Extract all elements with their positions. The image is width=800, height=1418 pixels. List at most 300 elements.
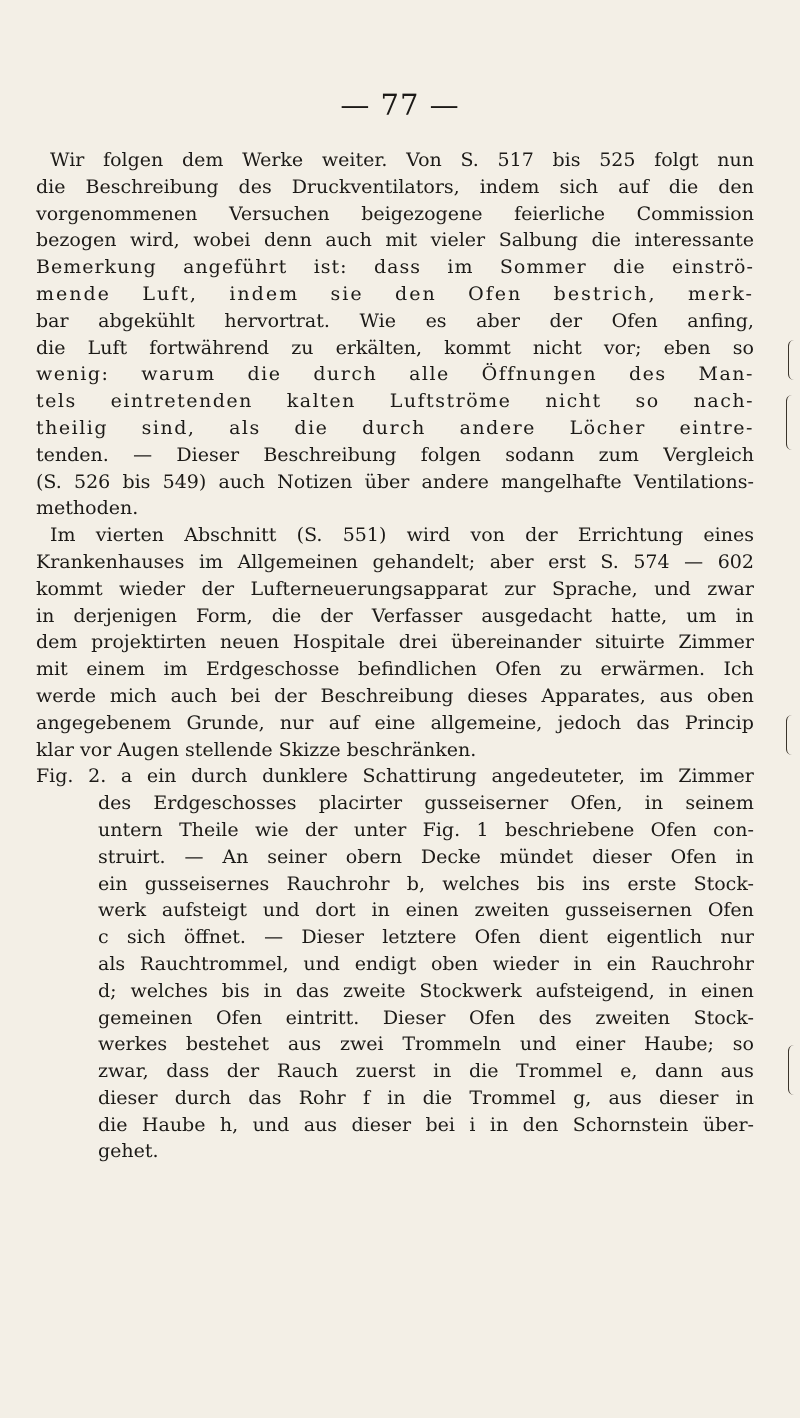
word: ist: [313, 256, 348, 279]
word: hervortrat. [224, 309, 330, 332]
word: mit [36, 658, 68, 681]
word: erste [627, 872, 677, 895]
word: untern [98, 818, 163, 841]
word: der [201, 577, 235, 600]
word: fortwährend [149, 336, 270, 359]
margin-mark [786, 395, 793, 450]
word: e, [620, 1060, 638, 1083]
word: gehandelt; [372, 550, 476, 573]
word: a [120, 765, 133, 788]
word: nur [720, 926, 754, 949]
word: und [519, 1033, 557, 1056]
word: werk [98, 899, 147, 922]
word: in [489, 1113, 509, 1136]
word: angegebenem [36, 711, 172, 734]
body-text [36, 147, 754, 1165]
word: die [271, 604, 302, 627]
word: Luft, [142, 282, 198, 305]
word: ein [98, 872, 128, 895]
word: warum [141, 363, 216, 386]
text-line [36, 469, 754, 496]
word: gusseiserner [424, 792, 549, 815]
word: Dieser [382, 1006, 446, 1029]
word: einströ- [672, 256, 754, 279]
word: einen [405, 899, 459, 922]
word: zwar [707, 577, 754, 600]
word: Sommer [499, 256, 587, 279]
text-line [36, 683, 754, 710]
word: dient [538, 926, 589, 949]
word: Stock- [693, 1006, 754, 1029]
word: der [226, 1060, 260, 1083]
word: bei [230, 684, 261, 707]
margin-mark [788, 1045, 795, 1095]
word: b, [406, 872, 425, 895]
word: Vergleich [663, 443, 754, 466]
word: über [364, 470, 410, 493]
word: wie [255, 818, 289, 841]
word: im [198, 550, 224, 573]
text-line [36, 710, 754, 737]
word: in [36, 604, 55, 627]
word: zur [504, 577, 536, 600]
text-line [36, 1085, 754, 1112]
word: Decke [420, 845, 481, 868]
word: Trommel [516, 1060, 603, 1083]
margin-mark [788, 340, 795, 380]
word: des [628, 363, 667, 386]
word: Abschnitt [184, 524, 277, 547]
word: Luftströme [389, 390, 512, 413]
word: erwärmen. [600, 658, 706, 681]
text-line [36, 790, 754, 817]
word: aus [287, 1033, 322, 1056]
word: aufsteigend, [535, 979, 655, 1002]
word: Dieser [301, 926, 364, 949]
word: gusseisernen [564, 899, 692, 922]
word: als [98, 952, 126, 975]
word: wird, [130, 229, 180, 252]
word: einem [86, 658, 146, 681]
word: durch [313, 363, 378, 386]
word: durch [191, 765, 248, 788]
word: die [98, 1113, 128, 1136]
word: neuen [219, 631, 280, 654]
word: Öffnungen [481, 363, 598, 386]
word: vorgenommenen [36, 202, 198, 225]
word: und [654, 577, 691, 600]
word: Erdgeschosses [153, 792, 297, 815]
word: zuerst [355, 1060, 416, 1083]
word: ausgedacht [481, 604, 593, 627]
text-line [36, 335, 754, 362]
word: wird [406, 524, 451, 547]
word: über- [702, 1113, 754, 1136]
word: einen [700, 979, 754, 1002]
word: sind, [141, 416, 196, 439]
word: Im [50, 524, 76, 547]
word: interessante [634, 229, 754, 252]
text-line [36, 388, 754, 415]
word: welches [442, 872, 520, 895]
word: angeführt [183, 256, 288, 279]
word: in [263, 979, 282, 1002]
word: 1 [476, 818, 489, 841]
word: — [264, 926, 284, 949]
word: eine [374, 711, 416, 734]
word: nicht [545, 390, 602, 413]
text-line [36, 1031, 754, 1058]
word: Grunde, [186, 711, 265, 734]
word: (S. [36, 470, 62, 493]
word: vor; [603, 336, 642, 359]
word: wobei [193, 229, 251, 252]
word: Erdgeschosse [206, 658, 340, 681]
word: Trommeln [402, 1033, 502, 1056]
word: Ofen [474, 926, 521, 949]
word: auf [328, 711, 360, 734]
word: Beschreibung [320, 684, 454, 707]
word: 602 [717, 550, 754, 573]
word: die [613, 256, 646, 279]
word: von [470, 524, 505, 547]
word: gusseisernes [144, 872, 270, 895]
text-line [36, 603, 754, 630]
word: obern [345, 845, 402, 868]
word: Sprache, [551, 577, 638, 600]
text-line [36, 951, 754, 978]
word: welches [130, 979, 208, 1002]
word: der [274, 684, 307, 707]
word: eintre- [679, 416, 754, 439]
word: Schornstein [572, 1113, 689, 1136]
word: in [387, 1086, 406, 1109]
word: Trommel [469, 1086, 556, 1109]
word: das [295, 979, 330, 1002]
word: so [732, 1033, 754, 1056]
word: Rauchrohr [650, 952, 754, 975]
text-line [36, 361, 754, 388]
text-line [36, 254, 754, 281]
word: projektirten [91, 631, 207, 654]
word: Man- [698, 363, 754, 386]
word: mich [109, 684, 157, 707]
text-line [36, 147, 754, 174]
word: mündet [499, 845, 574, 868]
word: situirte [594, 631, 665, 654]
word: bis [536, 872, 565, 895]
word: die [591, 229, 621, 252]
word: Apparates, [541, 684, 646, 707]
word: kalten [286, 390, 356, 413]
word: dunklere [262, 765, 348, 788]
word: Druckventilators, [291, 175, 460, 198]
word: Ofen [495, 658, 542, 681]
word: eintritt. [285, 1006, 360, 1029]
word: endigt [354, 952, 417, 975]
word: dem [181, 149, 224, 171]
word: eintretenden [110, 390, 253, 413]
word: Von [406, 149, 442, 171]
word: con- [713, 818, 754, 841]
word: jedoch [557, 711, 622, 734]
word: den [522, 1113, 559, 1136]
word: Lufterneuerungsapparat [250, 577, 488, 600]
text-line [36, 415, 754, 442]
word: Werke [242, 149, 304, 171]
word: des [98, 792, 132, 815]
text-line [36, 227, 754, 254]
word: feierliche [514, 202, 606, 225]
word: zum [598, 443, 639, 466]
word: 526 [73, 470, 111, 493]
word: der [304, 818, 338, 841]
word: bar [36, 309, 69, 332]
word: als [229, 416, 261, 439]
word: zweiten [595, 1006, 671, 1029]
word: bestehet [185, 1033, 270, 1056]
word: Rauch [276, 1060, 339, 1083]
word: werkes [98, 1033, 168, 1056]
word: durch [174, 1086, 232, 1109]
word: Haube [141, 1113, 206, 1136]
word: (S. [296, 524, 323, 547]
word: andere [459, 416, 536, 439]
text-line [36, 871, 754, 898]
word: zweite [343, 979, 406, 1002]
word: dass [166, 1060, 210, 1083]
word: oben [706, 684, 754, 707]
word: struirt. [98, 845, 166, 868]
word: Commission [636, 202, 754, 225]
word: Ofen [611, 309, 658, 332]
word: und [262, 899, 300, 922]
text-line [36, 656, 754, 683]
word: sich [126, 926, 166, 949]
word: dass [374, 256, 421, 279]
word: Errichtung [577, 524, 684, 547]
word: der [525, 524, 558, 547]
word: werde [36, 684, 96, 707]
word: Ich [723, 658, 754, 681]
word: in [371, 899, 390, 922]
word: Ofen [707, 899, 754, 922]
word: aber [476, 309, 520, 332]
word: des [238, 175, 272, 198]
word: Beschreibung [263, 443, 397, 466]
word: auf [618, 175, 649, 198]
word: Stock- [693, 872, 754, 895]
word: h, [219, 1113, 239, 1136]
word: S. [460, 149, 479, 171]
text-line: methoden. [36, 497, 139, 520]
word: vierten [95, 524, 165, 547]
word: erkälten, [335, 336, 422, 359]
text-line: klar vor Augen stellende Skizze beschränken. [36, 738, 477, 761]
word: indem [479, 175, 540, 198]
word: in [735, 1086, 754, 1109]
word: das [636, 711, 670, 734]
word: nur [279, 711, 314, 734]
word: eines [703, 524, 754, 547]
word: die [247, 363, 282, 386]
word: zwei [339, 1033, 384, 1056]
word: aber [489, 550, 534, 573]
word: letztere [382, 926, 457, 949]
word: anfing, [687, 309, 754, 332]
word: Salbung [498, 229, 578, 252]
word: Bemerkung [36, 256, 157, 279]
word: 549) [162, 470, 207, 493]
word: dieser [592, 845, 652, 868]
word: nicht [532, 336, 582, 359]
word: Hospitale [292, 631, 386, 654]
text-line [36, 817, 754, 844]
word: so [635, 390, 660, 413]
word: 525 [599, 149, 636, 171]
page-number: — 77 — [340, 88, 460, 122]
word: seinem [685, 792, 754, 815]
word: placirter [318, 792, 403, 815]
word: sie [330, 282, 364, 305]
word: so [732, 336, 754, 359]
word: die [294, 416, 329, 439]
word: bezogen [36, 229, 117, 252]
word: bis [552, 149, 581, 171]
word: tenden. [36, 443, 109, 466]
word: sich [559, 175, 599, 198]
word: mit [385, 229, 418, 252]
word: Beschreibung [85, 175, 219, 198]
text-line [36, 844, 754, 871]
word: um [686, 604, 717, 627]
word: die [36, 175, 66, 198]
word: und [303, 952, 340, 975]
word: Rauchrohr [286, 872, 390, 895]
word: Ofen [468, 282, 523, 305]
word: gemeinen [98, 1006, 193, 1029]
word: merk- [687, 282, 754, 305]
word: auch [325, 229, 372, 252]
word: Ofen [650, 818, 697, 841]
text-line [36, 1058, 754, 1085]
word: zu [559, 658, 583, 681]
word: Notizen [277, 470, 353, 493]
word: 574 [633, 550, 670, 573]
word: oben [430, 952, 479, 975]
word: dann [655, 1060, 703, 1083]
word: drei [398, 631, 438, 654]
text-line [36, 201, 754, 228]
word: c [98, 926, 109, 949]
word: bestrich, [553, 282, 657, 305]
word: die [36, 336, 66, 359]
word: beschriebene [504, 818, 635, 841]
word: es [425, 309, 447, 332]
word: Stockwerk [419, 979, 522, 1002]
text-line [36, 1005, 754, 1032]
word: Versuchen [228, 202, 330, 225]
word: die [422, 1086, 453, 1109]
word: Ventilations- [633, 470, 754, 493]
word: eigentlich [606, 926, 703, 949]
word: erst [548, 550, 586, 573]
text-line [36, 281, 754, 308]
word: den [718, 175, 754, 198]
word: dieser [351, 1113, 412, 1136]
word: und [252, 1113, 290, 1136]
word: Ofen [216, 1006, 263, 1029]
word: mangelhafte [501, 470, 622, 493]
word: öffnet. [183, 926, 246, 949]
word: weiter. [321, 149, 388, 171]
word: übereinander [450, 631, 582, 654]
word: kommt [444, 336, 511, 359]
word: in [668, 979, 687, 1002]
text-line [36, 442, 754, 469]
word: i [469, 1113, 476, 1136]
word: Zimmer [678, 765, 754, 788]
word: Fig. [422, 818, 461, 841]
margin-mark [786, 715, 793, 755]
word: 551) [342, 524, 387, 547]
word: dieses [467, 684, 528, 707]
word: mende [36, 282, 111, 305]
word: folgt [654, 149, 699, 171]
word: aufsteigt [161, 899, 248, 922]
text-line [36, 308, 754, 335]
text-line [36, 924, 754, 951]
word: nun [717, 149, 754, 171]
word: alle [409, 363, 450, 386]
word: wieder [119, 577, 186, 600]
word: Krankenhauses [36, 550, 185, 573]
word: auch [218, 470, 265, 493]
word: in [433, 1060, 452, 1083]
word: theilig [36, 416, 109, 439]
word: bei [425, 1113, 455, 1136]
word: hatte, [611, 604, 668, 627]
word: Ofen [469, 1006, 516, 1029]
word: angedeuteter, [491, 765, 625, 788]
word: beigezogene [361, 202, 483, 225]
word: Wir [50, 149, 85, 171]
word: durch [362, 416, 426, 439]
word: zweiten [474, 899, 550, 922]
word: g, [573, 1086, 592, 1109]
word: bis [221, 979, 250, 1002]
word: Löcher [569, 416, 646, 439]
word: Fig. [36, 765, 74, 788]
word: die [469, 1060, 499, 1083]
word: der [320, 604, 353, 627]
word: Ofen [670, 845, 717, 868]
word: vieler [430, 229, 486, 252]
word: aus [659, 684, 693, 707]
text-line [36, 629, 754, 656]
word: Zimmer [678, 631, 754, 654]
word: eben [663, 336, 711, 359]
word: dem [36, 631, 78, 654]
word: allgemeine, [430, 711, 543, 734]
word: aus [720, 1060, 754, 1083]
word: 517 [497, 149, 534, 171]
word: seiner [267, 845, 327, 868]
word: nach- [693, 390, 754, 413]
word: sodann [505, 443, 575, 466]
word: in [735, 604, 754, 627]
word: in [735, 845, 754, 868]
